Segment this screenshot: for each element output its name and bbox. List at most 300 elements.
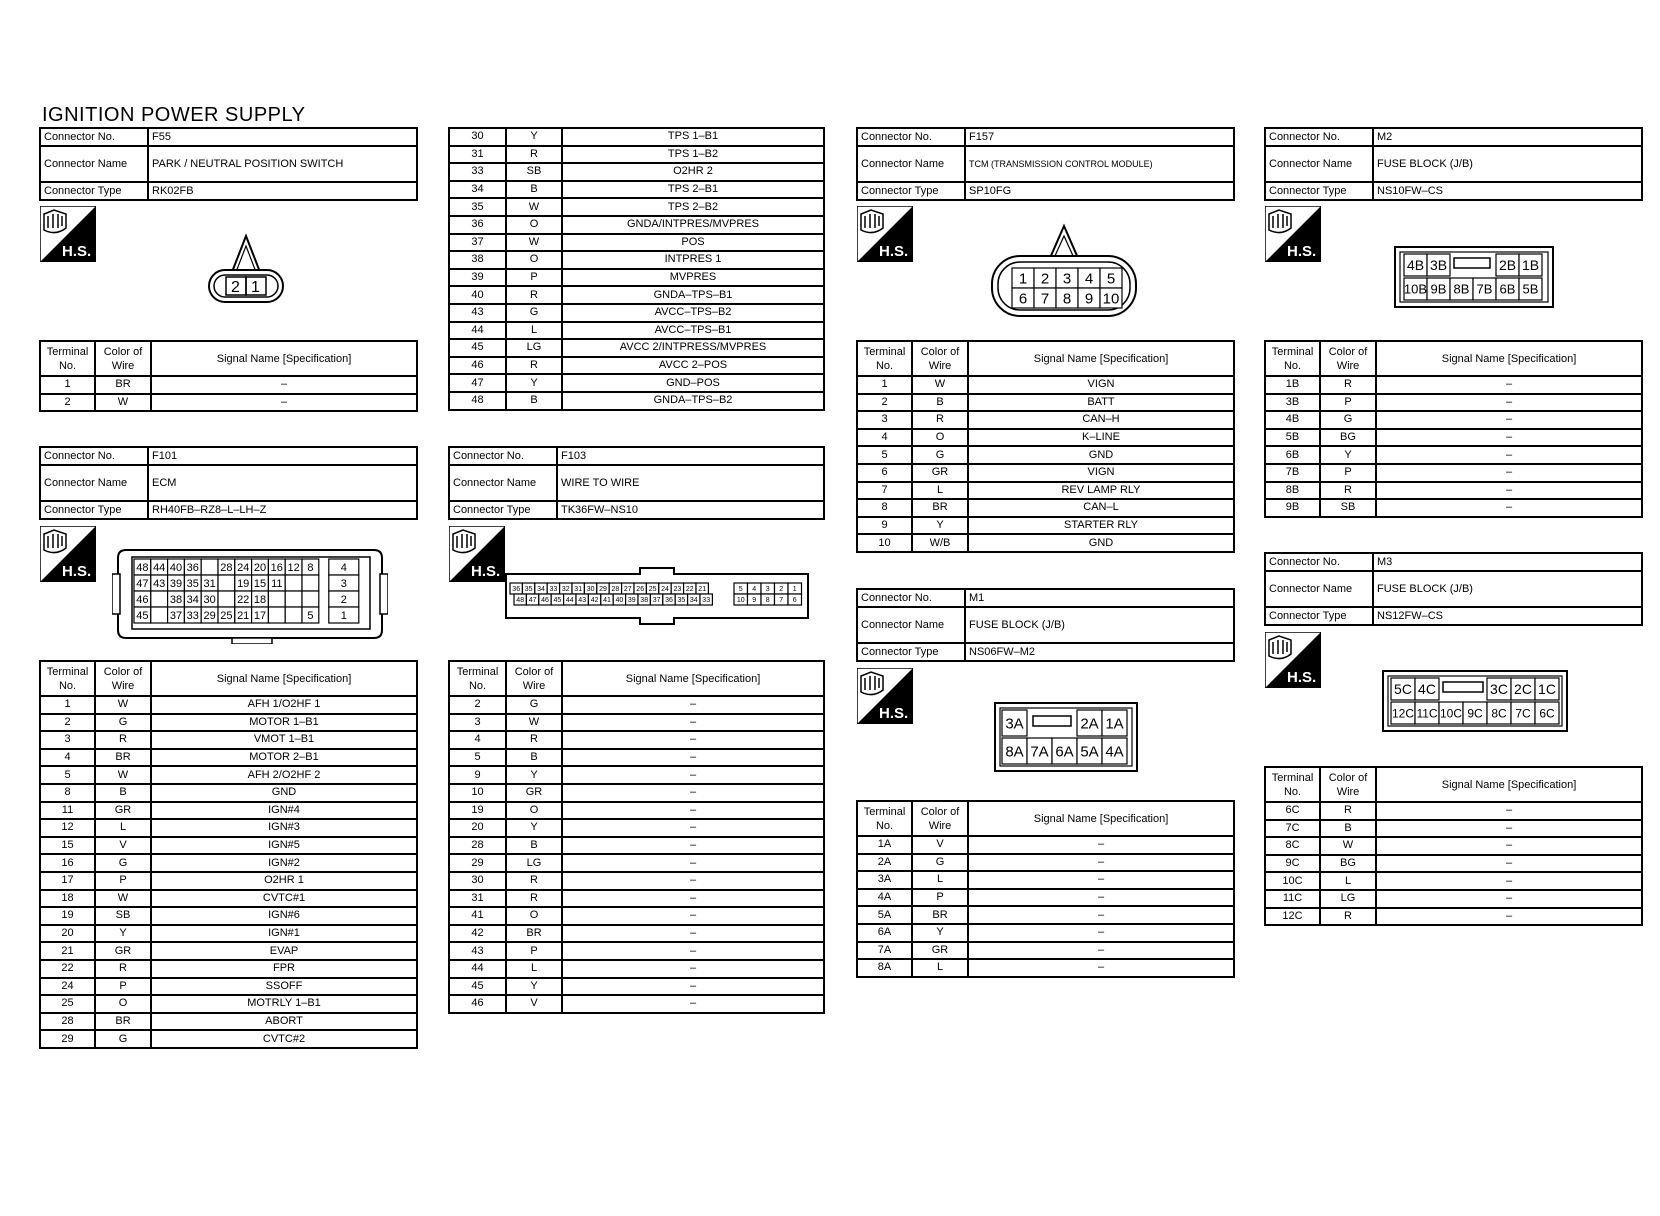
f103-pin: 35 (677, 597, 686, 605)
table-row (449, 995, 824, 1013)
f157-signal: VIGN (968, 464, 1234, 482)
connector-f101-face (112, 544, 388, 649)
f103-color: R (506, 890, 562, 908)
label-connector-name: Connector Name (857, 146, 965, 182)
f101-pin-cell (285, 575, 302, 591)
f101-signal: AFH 1/O2HF 1 (151, 696, 417, 714)
f103-terminal: 29 (449, 854, 506, 872)
table-row (449, 978, 824, 996)
f101_cont-signal: AVCC–TPS–B1 (562, 322, 824, 340)
f157-color: Y (912, 517, 968, 535)
f103-color: G (506, 696, 562, 714)
hdr-signal: Signal Name [Specification] (151, 661, 417, 696)
f103-color: Y (506, 819, 562, 837)
table-row (1265, 855, 1642, 873)
f101-terminal: 25 (40, 995, 95, 1013)
m1-terminal: 4A (857, 889, 912, 907)
table-row (449, 696, 824, 714)
m1-signal: – (968, 854, 1234, 872)
m1-pin: 5A (1080, 743, 1099, 761)
m3-no: M3 (1373, 553, 1642, 571)
m2-signal: – (1376, 446, 1642, 464)
f101-pin-cell (201, 559, 218, 575)
table-row (1265, 820, 1642, 838)
table-row (449, 269, 824, 287)
f55-type: RK02FB (148, 182, 417, 200)
f101-cont-terminal-table (448, 127, 825, 411)
f101-pin-cell (218, 575, 235, 591)
connector-m1-info (856, 588, 1235, 662)
f101-terminal-table (39, 660, 418, 1049)
label-connector-name: Connector Name (1265, 571, 1373, 607)
f101_cont-terminal: 33 (449, 163, 506, 181)
hdr-terminal-no: Terminal No. (857, 341, 912, 376)
f55-no: F55 (148, 128, 417, 146)
m2-pin: 2B (1498, 257, 1517, 274)
label-connector-no: Connector No. (449, 447, 557, 465)
m3-color: BG (1320, 855, 1376, 873)
m2-terminal: 9B (1265, 499, 1320, 517)
hdr-terminal-no: Terminal No. (857, 801, 912, 836)
hdr-signal: Signal Name [Specification] (1376, 767, 1642, 802)
m2-signal: – (1376, 411, 1642, 429)
m1-name: FUSE BLOCK (J/B) (965, 607, 1234, 643)
hdr-terminal-no: Terminal No. (1265, 767, 1320, 802)
f101_cont-color: B (506, 392, 562, 410)
f101-terminal: 3 (40, 731, 95, 749)
table-row (449, 146, 824, 164)
f103-color: Y (506, 766, 562, 784)
f101_cont-signal: TPS 2–B1 (562, 181, 824, 199)
label-connector-no: Connector No. (857, 589, 965, 607)
f103-pin: 33 (549, 586, 558, 594)
table-row (857, 836, 1234, 854)
f103-terminal-table (448, 660, 825, 1014)
f103-pin: 6 (792, 597, 797, 605)
f157-color: BR (912, 499, 968, 517)
m1-color: L (912, 871, 968, 889)
f101-pin: 24 (237, 561, 250, 574)
f157-signal: VIGN (968, 376, 1234, 394)
f103-terminal: 19 (449, 802, 506, 820)
hdr-signal: Signal Name [Specification] (562, 661, 824, 696)
f157-signal: CAN–H (968, 411, 1234, 429)
f101-color: SB (95, 907, 151, 925)
f157-signal: GND (968, 534, 1234, 552)
hdr-signal: Signal Name [Specification] (151, 341, 417, 376)
f101_cont-terminal: 46 (449, 357, 506, 375)
f103-pin: 39 (627, 597, 636, 605)
f101_cont-terminal: 30 (449, 128, 506, 146)
f103-pin: 32 (561, 586, 570, 594)
f157-type: SP10FG (965, 182, 1234, 200)
f101_cont-signal: INTPRES 1 (562, 251, 824, 269)
f101-color: BR (95, 749, 151, 767)
f103-terminal: 30 (449, 872, 506, 890)
f103-signal: – (562, 749, 824, 767)
label-connector-type: Connector Type (40, 182, 148, 200)
f103-terminal: 44 (449, 960, 506, 978)
hdr-color: Color of Wire (506, 661, 562, 696)
f101-color: BR (95, 1013, 151, 1031)
f103-pin: 45 (553, 597, 562, 605)
m2-color: Y (1320, 446, 1376, 464)
m2-terminal: 1B (1265, 376, 1320, 394)
f101-color: V (95, 837, 151, 855)
label-connector-no: Connector No. (40, 128, 148, 146)
f103-signal: – (562, 714, 824, 732)
f103-pin: 36 (512, 586, 521, 594)
f157-pin: 2 (1040, 270, 1050, 288)
f101_cont-terminal: 39 (449, 269, 506, 287)
f103-signal: – (562, 696, 824, 714)
hdr-color: Color of Wire (95, 341, 151, 376)
table-row (449, 234, 824, 252)
m3-color: B (1320, 820, 1376, 838)
label-connector-no: Connector No. (1265, 553, 1373, 571)
label-connector-type: Connector Type (857, 182, 965, 200)
f103-pin: 27 (623, 586, 632, 594)
f101-pin-cell (302, 575, 319, 591)
hs-icon (1265, 206, 1321, 262)
table-row (1265, 837, 1642, 855)
hdr-terminal-no: Terminal No. (40, 661, 95, 696)
f101-pin: 22 (237, 593, 250, 606)
table-row (40, 784, 417, 802)
f101-signal: O2HR 1 (151, 872, 417, 890)
table-row (1265, 908, 1642, 926)
m1-no: M1 (965, 589, 1234, 607)
f101-signal: IGN#1 (151, 925, 417, 943)
f157-terminal: 8 (857, 499, 912, 517)
m1-color: V (912, 836, 968, 854)
f101_cont-terminal: 48 (449, 392, 506, 410)
f101-pin-cell (151, 607, 168, 623)
f103-rows (449, 696, 824, 1013)
f103-color: BR (506, 925, 562, 943)
m3-pin: 2C (1514, 681, 1532, 698)
label-connector-no: Connector No. (857, 128, 965, 146)
f103-terminal: 2 (449, 696, 506, 714)
f101-terminal: 2 (40, 714, 95, 732)
f101_cont-terminal: 43 (449, 304, 506, 322)
f101-color: B (95, 784, 151, 802)
m2-signal: – (1376, 464, 1642, 482)
f103-pin: 21 (698, 586, 707, 594)
f101-terminal: 19 (40, 907, 95, 925)
latch-slot (1454, 258, 1490, 268)
m2-terminal: 7B (1265, 464, 1320, 482)
f103-color: GR (506, 784, 562, 802)
m1-signal: – (968, 959, 1234, 977)
f55-terminal: 1 (40, 376, 95, 394)
f101-color: L (95, 819, 151, 837)
m3-pin: 7C (1515, 706, 1531, 721)
connector-m3-info (1264, 552, 1643, 626)
f101_cont-terminal: 44 (449, 322, 506, 340)
f157-pin: 8 (1062, 290, 1072, 308)
f101_cont-signal: GNDA–TPS–B1 (562, 286, 824, 304)
f101-pin: 4 (340, 561, 347, 574)
f101-color: W (95, 696, 151, 714)
table-row (40, 394, 417, 412)
f101-color: R (95, 960, 151, 978)
m3-color: L (1320, 872, 1376, 890)
f103-terminal: 42 (449, 925, 506, 943)
label-connector-type: Connector Type (40, 501, 148, 519)
f103-color: Y (506, 978, 562, 996)
label-connector-name: Connector Name (1265, 146, 1373, 182)
f101_cont-terminal: 40 (449, 286, 506, 304)
f101-color: P (95, 872, 151, 890)
f101_cont-color: P (506, 269, 562, 287)
hs-icon (857, 668, 913, 724)
f103-pin: 1 (792, 586, 797, 594)
connector-f157-face (990, 222, 1140, 323)
f157-signal: CAN–L (968, 499, 1234, 517)
label-connector-no: Connector No. (40, 447, 148, 465)
m1-signal: – (968, 924, 1234, 942)
f101-pin: 38 (169, 593, 183, 606)
f101-pin-cell (268, 607, 285, 623)
f103-pin: 22 (685, 586, 694, 594)
f103-pin: 33 (702, 597, 711, 605)
f101_cont-signal: MVPRES (562, 269, 824, 287)
f157-pin: 10 (1102, 290, 1120, 308)
f103-pin: 2 (779, 586, 784, 594)
m3-pin: 4C (1418, 681, 1436, 698)
f103-color: L (506, 960, 562, 978)
hdr-color: Color of Wire (912, 801, 968, 836)
f101_cont-signal: AVCC–TPS–B2 (562, 304, 824, 322)
m3-rows (1265, 802, 1642, 925)
m2-terminal-table (1264, 340, 1643, 518)
f103-terminal: 28 (449, 837, 506, 855)
f103-pin: 35 (524, 586, 533, 594)
f101-pin: 11 (271, 577, 283, 590)
m1-color: Y (912, 924, 968, 942)
hs-label: H.S. (1287, 243, 1317, 260)
f103-terminal: 10 (449, 784, 506, 802)
m2-color: R (1320, 482, 1376, 500)
table-row (857, 376, 1234, 394)
f103-signal: – (562, 784, 824, 802)
f103-pin: 10 (736, 597, 745, 605)
table-row (40, 978, 417, 996)
m1-terminal: 1A (857, 836, 912, 854)
table-row (40, 995, 417, 1013)
f101_cont-terminal: 34 (449, 181, 506, 199)
f101-signal: IGN#3 (151, 819, 417, 837)
table-row (1265, 482, 1642, 500)
m3-color: W (1320, 837, 1376, 855)
f103-pin: 29 (599, 586, 607, 594)
m1-color: G (912, 854, 968, 872)
f103-terminal: 20 (449, 819, 506, 837)
f157-signal: K–LINE (968, 429, 1234, 447)
f103-pin: 40 (615, 597, 624, 605)
f101_cont-signal: TPS 2–B2 (562, 198, 824, 216)
table-row (449, 837, 824, 855)
f101-pin: 20 (253, 561, 267, 574)
f103-color: R (506, 872, 562, 890)
f101-color: W (95, 766, 151, 784)
f101_cont-color: L (506, 322, 562, 340)
f103-pin: 44 (565, 597, 574, 605)
table-row (40, 766, 417, 784)
m2-type: NS10FW–CS (1373, 182, 1642, 200)
m2-pin: 8B (1453, 281, 1470, 297)
f101-color: W (95, 890, 151, 908)
f101_cont-color: LG (506, 339, 562, 357)
table-row (1265, 446, 1642, 464)
f101_cont-terminal: 31 (449, 146, 506, 164)
f101_cont-signal: AVCC 2–POS (562, 357, 824, 375)
f103-signal: – (562, 872, 824, 890)
label-connector-type: Connector Type (857, 643, 965, 661)
hdr-signal: Signal Name [Specification] (968, 341, 1234, 376)
m2-terminal: 3B (1265, 394, 1320, 412)
f101_cont-signal: O2HR 2 (562, 163, 824, 181)
f103-signal: – (562, 837, 824, 855)
hdr-color: Color of Wire (1320, 767, 1376, 802)
label-connector-name: Connector Name (40, 465, 148, 501)
f101-pin: 34 (186, 593, 199, 606)
table-row (857, 411, 1234, 429)
f101_cont-terminal: 35 (449, 198, 506, 216)
table-row (857, 517, 1234, 535)
f101-terminal: 5 (40, 766, 95, 784)
table-row (449, 198, 824, 216)
f103-pin: 43 (578, 597, 587, 605)
m2-signal: – (1376, 499, 1642, 517)
m1-rows (857, 836, 1234, 977)
table-row (449, 128, 824, 146)
m1-pin: 1A (1105, 715, 1124, 733)
page-title: IGNITION POWER SUPPLY (42, 104, 306, 126)
m1-signal: – (968, 906, 1234, 924)
hs-label: H.S. (62, 243, 92, 260)
m1-pin: 4A (1105, 743, 1124, 761)
f103-pin: 28 (611, 586, 620, 594)
f103-color: B (506, 749, 562, 767)
connector-f101-info (39, 446, 418, 520)
hdr-signal: Signal Name [Specification] (1376, 341, 1642, 376)
f101-terminal: 11 (40, 802, 95, 820)
hs-label: H.S. (879, 705, 909, 722)
f103-pin: 7 (779, 597, 784, 605)
f103-color: R (506, 731, 562, 749)
m3-terminal-table (1264, 766, 1643, 926)
f103-signal: – (562, 995, 824, 1013)
m2-color: SB (1320, 499, 1376, 517)
f101-color: GR (95, 942, 151, 960)
latch-slot (1443, 682, 1483, 692)
m3-terminal: 9C (1265, 855, 1320, 873)
m1-pin: 7A (1030, 743, 1049, 761)
f101-signal: VMOT 1–B1 (151, 731, 417, 749)
f101-terminal: 4 (40, 749, 95, 767)
f101-color: GR (95, 802, 151, 820)
table-row (449, 890, 824, 908)
table-row (40, 1013, 417, 1031)
label-connector-type: Connector Type (449, 501, 557, 519)
connector-m1-face (994, 702, 1138, 777)
hs-label: H.S. (879, 243, 909, 260)
f101-color: O (95, 995, 151, 1013)
f101-signal: MOTOR 1–B1 (151, 714, 417, 732)
f103-pin: 47 (528, 597, 537, 605)
m2-signal: – (1376, 429, 1642, 447)
m2-terminal: 8B (1265, 482, 1320, 500)
f157-signal: GND (968, 446, 1234, 464)
label-connector-name: Connector Name (857, 607, 965, 643)
f101-terminal: 24 (40, 978, 95, 996)
m2-color: P (1320, 464, 1376, 482)
m1-terminal: 8A (857, 959, 912, 977)
f101-pin: 35 (186, 577, 199, 590)
f101-signal: CVTC#2 (151, 1030, 417, 1048)
table-row (857, 906, 1234, 924)
m3-pin: 1C (1538, 681, 1556, 698)
m3-name: FUSE BLOCK (J/B) (1373, 571, 1642, 607)
f101-signal: SSOFF (151, 978, 417, 996)
table-row (449, 907, 824, 925)
f157-color: G (912, 446, 968, 464)
f55-rows (40, 376, 417, 411)
f101_cont-terminal: 38 (449, 251, 506, 269)
f101-color: G (95, 854, 151, 872)
m3-terminal: 6C (1265, 802, 1320, 820)
m2-pin: 7B (1476, 281, 1493, 297)
table-row (449, 181, 824, 199)
f103-pin: 37 (652, 597, 661, 605)
table-row (40, 819, 417, 837)
table-row (449, 766, 824, 784)
f101-terminal: 12 (40, 819, 95, 837)
f157-name: TCM (TRANSMISSION CONTROL MODULE) (965, 146, 1234, 182)
table-row (449, 286, 824, 304)
f103-signal: – (562, 890, 824, 908)
m3-pin: 12C (1391, 706, 1415, 721)
f55-color: BR (95, 376, 151, 394)
f103-signal: – (562, 802, 824, 820)
table-row (40, 1030, 417, 1048)
f101_cont-color: Y (506, 128, 562, 146)
f103-pin: 38 (640, 597, 649, 605)
table-row (857, 446, 1234, 464)
table-row (40, 802, 417, 820)
table-row (857, 482, 1234, 500)
table-row (449, 942, 824, 960)
label-connector-type: Connector Type (1265, 607, 1373, 625)
m3-pin: 9C (1467, 706, 1483, 721)
f101-name: ECM (148, 465, 417, 501)
hdr-color: Color of Wire (1320, 341, 1376, 376)
f101_cont-signal: TPS 1–B1 (562, 128, 824, 146)
m1-color: L (912, 959, 968, 977)
m3-terminal: 8C (1265, 837, 1320, 855)
f157-terminal: 5 (857, 446, 912, 464)
connector-f103-info (448, 446, 825, 520)
m1-color: P (912, 889, 968, 907)
f101-signal: IGN#2 (151, 854, 417, 872)
f101-pin: 18 (253, 593, 267, 606)
f157-color: B (912, 394, 968, 412)
hs-icon (857, 206, 913, 262)
label-connector-name: Connector Name (449, 465, 557, 501)
f103-color: B (506, 837, 562, 855)
